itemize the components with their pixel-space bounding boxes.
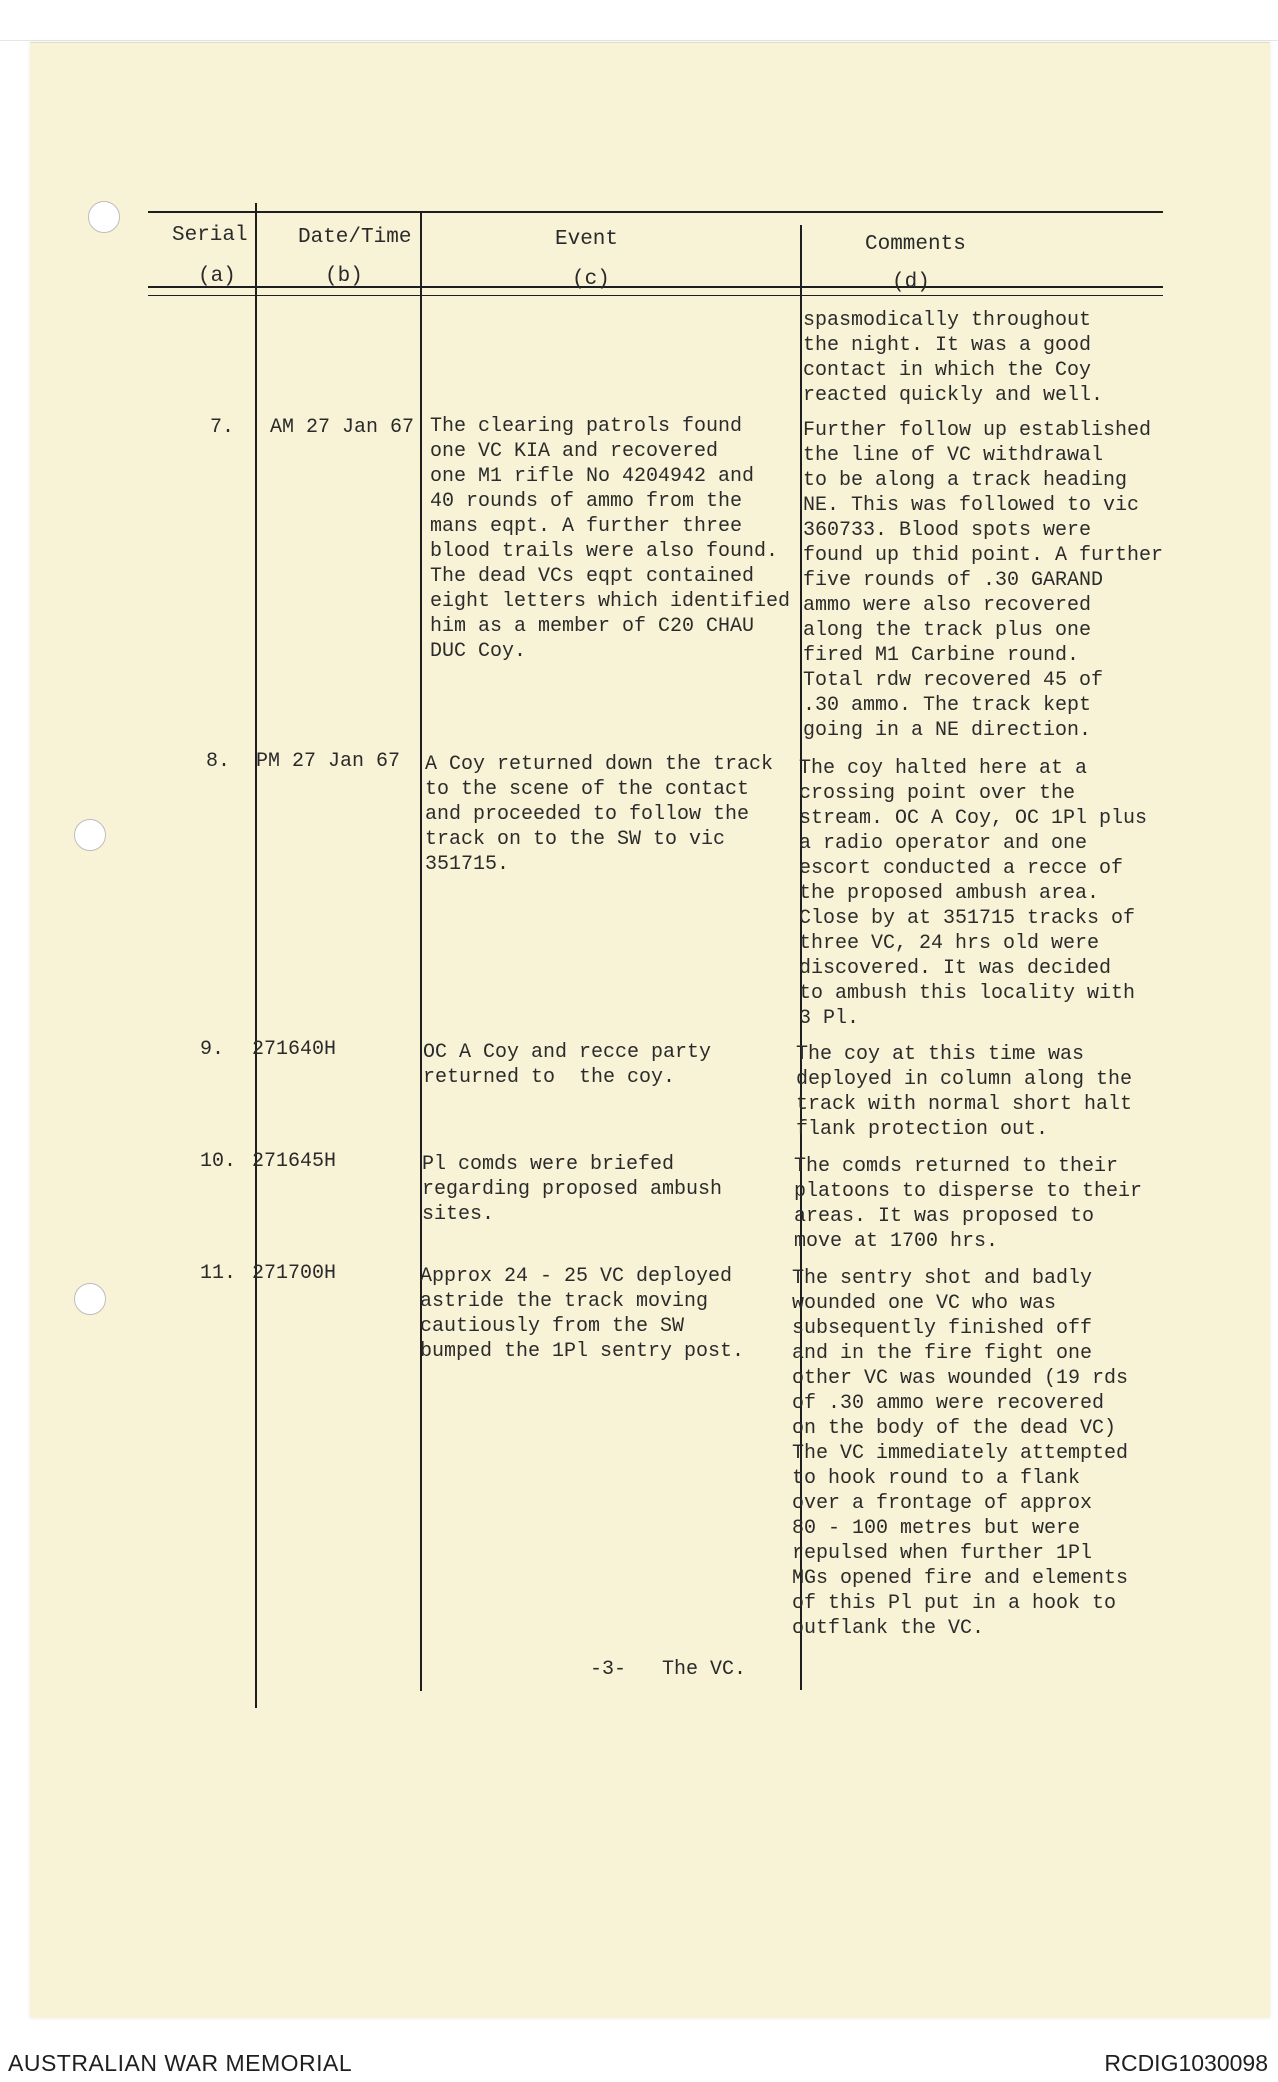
row-8-serial: 8.: [206, 750, 231, 773]
punch-hole-bottom: [74, 1283, 106, 1315]
row-11-serial: 11.: [200, 1262, 237, 1285]
row-7-comments: Further follow up established the line of VC withdrawal to be along a track heading NE. This was followed to vic 360733. Blood spots were found up thid point. A further five rounds of .30 GARAND ammo were also recovered along the track plus one fired M1 Carbine round. Total rdw recovered 45 of .30 ammo. The track kept going in a NE direction.: [803, 419, 1164, 742]
table-header-rule: [148, 286, 1163, 288]
row-8-comments: The coy halted here at a crossing point over the stream. OC A Coy, OC 1Pl plus a radio operator and one escort conducted a recce of the proposed ambush area. Close by at 351715 tracks of three VC, 24 hrs old were discovered. It was decided to ambush this locality with 3 Pl.: [799, 757, 1148, 1030]
column-divider-date: [420, 211, 422, 1691]
subheader-b: (b): [325, 265, 363, 288]
row-7-serial: 7.: [210, 416, 235, 439]
subheader-a: (a): [198, 265, 236, 288]
punch-hole-middle: [74, 819, 106, 851]
row-11-datetime: 271700H: [252, 1262, 337, 1285]
row-10-datetime: 271645H: [252, 1150, 337, 1173]
header-datetime: Date/Time: [298, 226, 412, 249]
row-7-datetime: AM 27 Jan 67: [270, 416, 415, 439]
column-divider-serial: [255, 203, 257, 1708]
row-9-event: OC A Coy and recce party returned to the coy.: [423, 1041, 712, 1089]
row-7-event: The clearing patrols found one VC KIA and recovered one M1 rifle No 4204942 and 40 rounds of ammo from the mans eqpt. A further three blood trails were also found. The dead VCs eqpt contained eight letters which identified him as a member of C20 CHAU DUC Coy.: [430, 415, 791, 663]
row-9-serial: 9.: [200, 1038, 225, 1061]
row-9-datetime: 271640H: [252, 1038, 337, 1061]
table-subheader-rule: [148, 295, 1163, 296]
archive-credit: AUSTRALIAN WAR MEMORIAL: [8, 2050, 353, 2076]
table-top-rule: [148, 211, 1163, 213]
catchword: The VC.: [662, 1658, 747, 1681]
row-8-datetime: PM 27 Jan 67: [256, 750, 401, 773]
row-10-serial: 10.: [200, 1150, 237, 1173]
row-11-comments: The sentry shot and badly wounded one VC who was subsequently finished off and in the fire fight one other VC was wounded (19 rds of .30 ammo were recovered on the body of the dead VC) The VC immediately attempted to hook round to a flank over a frontage of approx 80 - 100 metres but were repulsed when further 1Pl MGs opened fire and elements of this Pl put in a hook to outflank the VC.: [792, 1267, 1129, 1640]
document-page: [30, 42, 1270, 2018]
row-11-event: Approx 24 - 25 VC deployed astride the track moving cautiously from the SW bumped the 1Pl sentry post.: [420, 1265, 745, 1363]
header-event: Event: [555, 228, 619, 251]
page-number: -3-: [590, 1658, 627, 1681]
subheader-c: (c): [572, 268, 610, 291]
scan-top-margin: [0, 0, 1278, 41]
subheader-d: (d): [892, 271, 930, 294]
row-10-comments: The comds returned to their platoons to disperse to their areas. It was proposed to move at 1700 hrs.: [794, 1155, 1143, 1253]
row-9-comments: The coy at this time was deployed in column along the track with normal short halt flank protection out.: [796, 1043, 1133, 1141]
header-comments: Comments: [865, 233, 966, 256]
row-10-event: Pl comds were briefed regarding proposed ambush sites.: [422, 1153, 723, 1226]
row-8-event: A Coy returned down the track to the scene of the contact and proceeded to follow the track on to the SW to vic 351715.: [425, 753, 774, 876]
archive-reference: RCDIG1030098: [1104, 2050, 1268, 2076]
carryover-comment: spasmodically throughout the night. It was a good contact in which the Coy reacted quickly and well.: [803, 309, 1104, 407]
header-serial: Serial: [172, 224, 248, 247]
punch-hole-top: [88, 201, 120, 233]
